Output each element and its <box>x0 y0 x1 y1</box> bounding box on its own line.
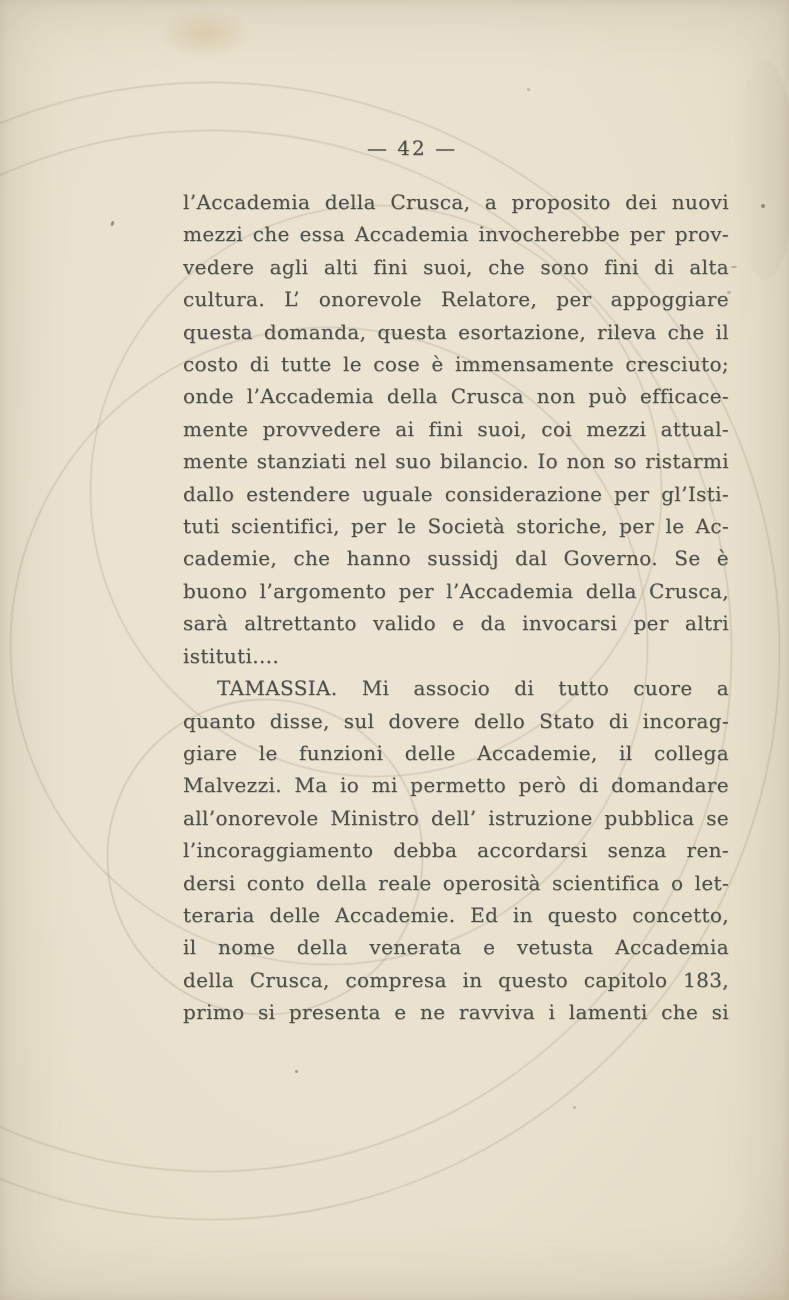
text-line-paragraph-start: TAMASSIA. Mi associo di tutto cuore a <box>217 676 729 701</box>
text-line: istituti.... <box>183 643 280 668</box>
paper-edge-shadow <box>735 60 789 280</box>
text-line: sarà altrettanto valido e da invocarsi per altri <box>183 611 729 636</box>
text-line: mente stanziati nel suo bilancio. Io non so ristarmi <box>183 449 729 474</box>
text-line: primo si presenta e ne ravviva i lamenti che si <box>183 1000 729 1025</box>
text-line: teraria delle Accademie. Ed in questo concetto, <box>183 902 729 927</box>
text-line: all’onorevole Ministro dell’ istruzione pubblica se <box>183 805 729 830</box>
scan-speck <box>573 1106 576 1109</box>
text-line: vedere agli alti fini suoi, che sono fini di alta <box>183 254 729 279</box>
text-line: della Crusca, compresa in questo capitolo 183, <box>183 967 729 992</box>
text-line: quanto disse, sul dovere dello Stato di incorag- <box>183 708 729 733</box>
page-number: — 42 — <box>366 136 458 160</box>
text-line: il nome della venerata e vetusta Accademia <box>183 935 729 960</box>
text-line: l’Accademia della Crusca, a proposito dei nuovi <box>183 190 729 214</box>
text-line: cultura. L’ onorevole Relatore, per appoggiare <box>183 287 729 312</box>
text-line: questa domanda, questa esortazione, rileva che il <box>183 319 729 344</box>
text-line: buono l’argomento per l’Accademia della Crusca, <box>183 578 729 603</box>
paper-stain <box>158 8 253 60</box>
text-line: Malvezzi. Ma io mi permetto però di domandare <box>183 773 729 798</box>
text-line: dersi conto della reale operosità scientifica o let- <box>183 870 729 895</box>
text-line: giare le funzioni delle Accademie, il collega <box>183 740 729 765</box>
text-line: l’incoraggiamento debba accordarsi senza ren- <box>183 838 729 863</box>
text-line: cademie, che hanno sussidj dal Governo. Se è <box>183 546 729 571</box>
text-line: onde l’Accademia della Crusca non può efficace- <box>183 384 729 409</box>
scan-speck <box>295 1070 298 1073</box>
text-block <box>183 186 729 1029</box>
text-line: tuti scientifici, per le Società storiche, per le Ac- <box>183 514 729 539</box>
scan-speck <box>761 204 765 208</box>
text-line: mente provvedere ai fini suoi, coi mezzi attual- <box>183 416 729 441</box>
text-line: mezzi che essa Accademia invocherebbe per prov- <box>183 222 729 247</box>
scan-speck <box>527 88 530 91</box>
text-line: costo di tutte le cose è immensamente cresciuto; <box>183 352 729 377</box>
text-line: dallo estendere uguale considerazione per gl’Isti- <box>183 481 729 506</box>
scan-speck <box>731 266 737 268</box>
